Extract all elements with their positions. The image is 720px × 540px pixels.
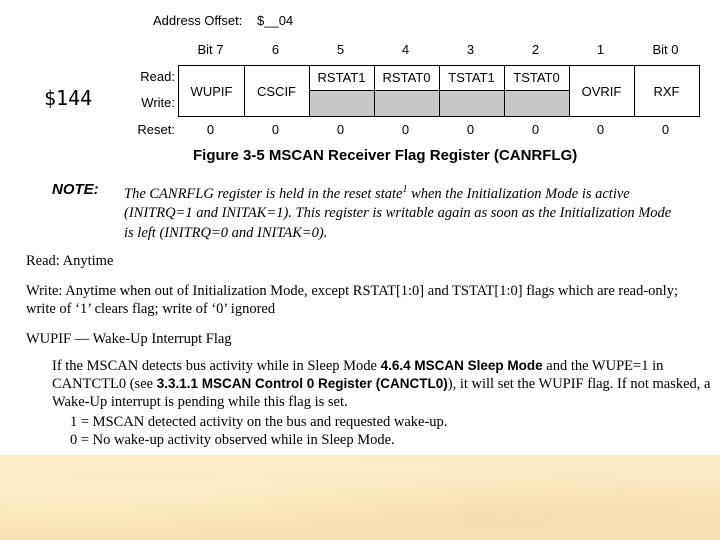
register-address: $144	[44, 86, 93, 110]
field-rstat0-write-reserved	[374, 91, 439, 117]
address-offset-value: $__04	[257, 13, 294, 28]
column-divider	[374, 65, 375, 117]
register-bit-table	[178, 65, 700, 117]
reset-value-bit2: 0	[531, 122, 540, 137]
note-footnote-marker: 1	[402, 184, 408, 195]
reset-value-bit5: 0	[336, 122, 345, 137]
bit-number-3: 3	[466, 42, 475, 57]
note-text	[124, 180, 684, 243]
wupif-value-0: 0 = No wake-up activity observed while in Sleep Mode.	[70, 432, 395, 448]
column-divider	[309, 65, 310, 117]
reset-value-bit0: 0	[661, 122, 670, 137]
wupif-desc-part-2: and the WUPE=1 in CANTCTL0 (see	[52, 358, 664, 392]
row-label-read: Read:	[140, 69, 175, 84]
write-access: Write: Anytime when out of Initialization Mode, except RSTAT[1:0] and TSTAT[1:0] flags which are read-only; write of ‘1’ clears flag; write of ‘0’ ignored	[26, 283, 678, 317]
column-divider	[634, 65, 635, 117]
address-offset-label: Address Offset:	[153, 13, 243, 28]
bit-number-2: 2	[531, 42, 540, 57]
wupif-heading: WUPIF — Wake-Up Interrupt Flag	[26, 331, 232, 347]
reset-value-bit6: 0	[271, 122, 280, 137]
column-divider	[244, 65, 245, 117]
wupif-desc-part-1: If the MSCAN detects bus activity while in Sleep Mode	[52, 358, 381, 374]
wupif-value-1: 1 = MSCAN detected activity on the bus and requested wake-up.	[70, 414, 448, 430]
note-text-part-b: when the Initialization Mode is active (INITRQ=1 and INITAK=1). This register is writable again as soon as the Initialization Mode is left (INITRQ=0 and INITAK=0).	[124, 185, 672, 241]
read-access: Read: Anytime	[26, 253, 114, 269]
note-text-part-a: The CANRFLG register is held in the reset state	[124, 185, 403, 202]
reset-value-bit1: 0	[596, 122, 605, 137]
bit-number-4: 4	[401, 42, 410, 57]
field-cscif: CSCIF	[257, 83, 296, 99]
bit-number-0: Bit 0	[652, 42, 679, 57]
bit-number-1: 1	[596, 42, 605, 57]
field-tstat1-write-reserved	[439, 91, 504, 117]
field-rxf: RXF	[653, 83, 680, 99]
field-rstat0: RSTAT0	[374, 65, 439, 91]
field-tstat0: TSTAT0	[504, 65, 569, 91]
wupif-description	[52, 357, 712, 411]
column-divider	[569, 65, 570, 117]
reset-value-bit3: 0	[466, 122, 475, 137]
bit-number-6: 6	[271, 42, 280, 57]
link-canctl0-register[interactable]: 3.3.1.1 MSCAN Control 0 Register (CANCTL0)	[156, 376, 448, 391]
field-ovrif: OVRIF	[581, 83, 622, 99]
table-border-bottom	[179, 116, 699, 117]
wupif-desc-part-3: ), it will set the WUPIF flag. If not masked, a Wake-Up interrupt is pending while this flag is set.	[52, 376, 711, 410]
field-rstat1-write-reserved	[309, 91, 374, 117]
reset-value-bit7: 0	[206, 122, 215, 137]
field-tstat1: TSTAT1	[439, 65, 504, 91]
field-tstat0-write-reserved	[504, 91, 569, 117]
figure-caption: Figure 3-5 MSCAN Receiver Flag Register (CANRFLG)	[193, 147, 578, 164]
bit-number-5: 5	[336, 42, 345, 57]
link-sleep-mode[interactable]: 4.6.4 MSCAN Sleep Mode	[380, 358, 543, 373]
row-label-reset: Reset:	[137, 122, 175, 137]
field-wupif: WUPIF	[190, 83, 233, 99]
reset-value-bit4: 0	[401, 122, 410, 137]
column-divider	[439, 65, 440, 117]
field-rstat1: RSTAT1	[309, 65, 374, 91]
note-label: NOTE:	[52, 181, 99, 198]
column-divider	[504, 65, 505, 117]
row-label-write: Write:	[141, 95, 175, 110]
bit-number-7: Bit 7	[197, 42, 224, 57]
parchment-background	[0, 455, 720, 540]
